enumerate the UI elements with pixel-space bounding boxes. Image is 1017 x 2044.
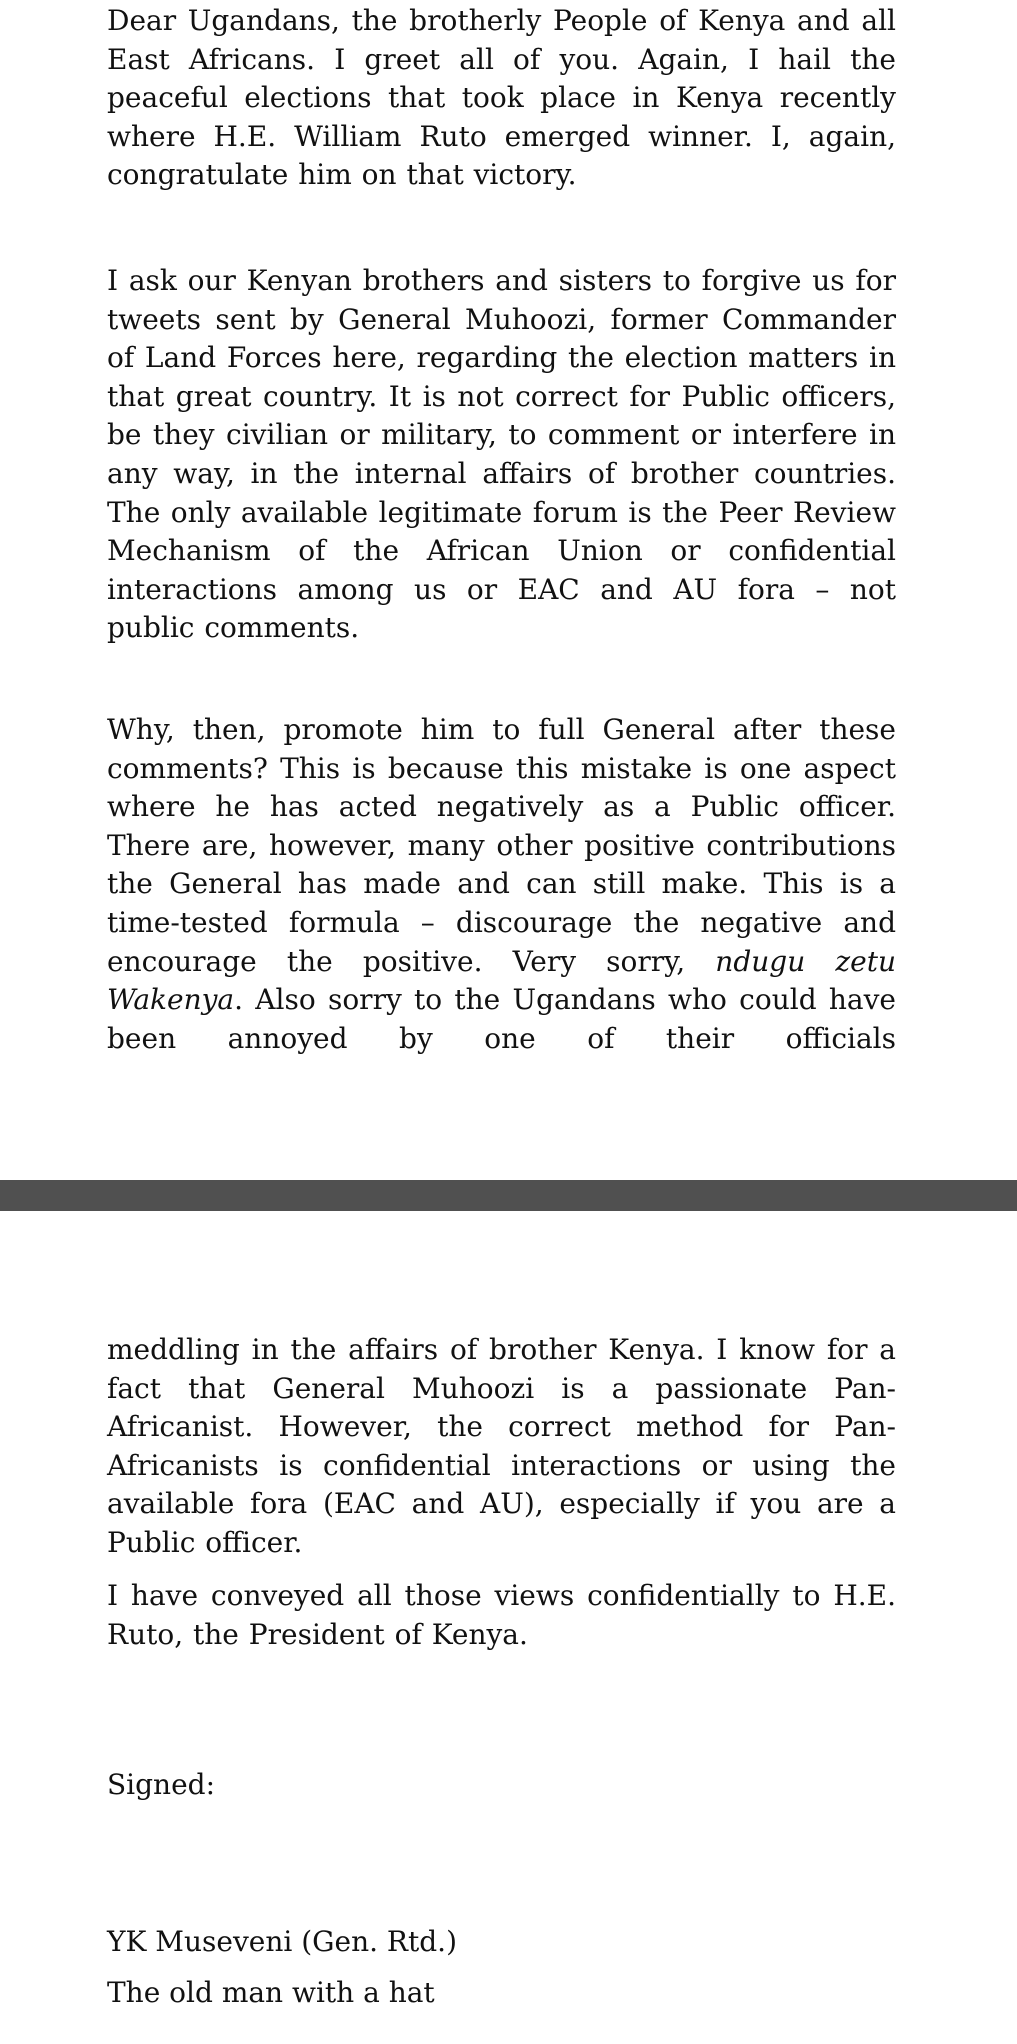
promotion-paragraph [107, 711, 896, 1058]
greeting-paragraph [107, 2, 896, 195]
conveyed-paragraph [107, 1577, 896, 1654]
paragraph-text: I have conveyed all those views confidentially to H.E. Ruto, the President of Kenya. [107, 1579, 896, 1651]
letter-page-2 [0, 1211, 1017, 2044]
apology-paragraph [107, 262, 896, 648]
paragraph-text-end: . Also sorry to the Ugandans who could have been annoyed by one of their officials [107, 983, 896, 1055]
signatory-caption: The old man with a hat [107, 1976, 435, 2009]
paragraph-text: meddling in the affairs of brother Kenya. I know for a fact that General Muhoozi is a passionate Pan-Africanist. However, the correct method for Pan-Africanists is confidential interactions or using the available fora (EAC and AU), especially if you are a Public officer. [107, 1333, 896, 1559]
page-divider [0, 1180, 1017, 1211]
paragraph-text: Dear Ugandans, the brotherly People of Kenya and all East Africans. I greet all of you. Again, I hail the peaceful elections that took place in Kenya recently where H.E. William Ruto emerged winner. I, again, congratulate him on that victory. [107, 4, 896, 192]
signed-label: Signed: [107, 1768, 216, 1801]
pan-africanist-paragraph [107, 1331, 896, 1563]
signatory-name: YK Museveni (Gen. Rtd.) [107, 1925, 457, 1958]
paragraph-text-start: Why, then, promote him to full General after these comments? This is because this mistake is one aspect where he has acted negatively as a Public officer. There are, however, many other positive contributions the General has made and can still make. This is a time-tested formula – discourage the negative and encourage the positive. Very sorry, [107, 713, 896, 978]
paragraph-text: I ask our Kenyan brothers and sisters to forgive us for tweets sent by General Muhoozi, former Commander of Land Forces here, regarding the election matters in that great country. It is not correct for Public officers, be they civilian or military, to comment or interfere in any way, in the internal affairs of brother countries. The only available legitimate forum is the Peer Review Mechanism of the African Union or confidential interactions among us or EAC and AU fora – not public comments. [107, 264, 896, 645]
paragraph-text [107, 711, 896, 1058]
swahili-phrase: ndugu zetu Wakenya [107, 944, 896, 1017]
